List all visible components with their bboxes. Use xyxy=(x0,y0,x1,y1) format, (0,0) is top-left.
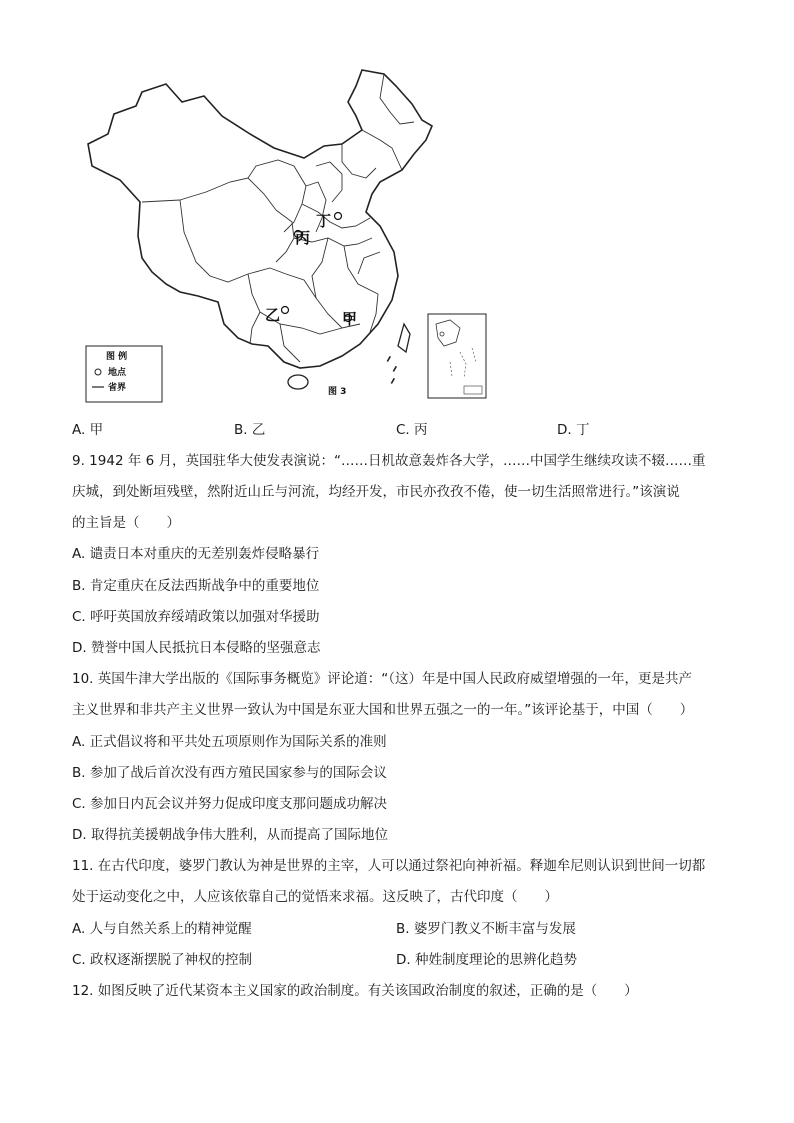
q12-stem-line-1: 12. 如图反映了近代某资本主义国家的政治制度。有关该国政治制度的叙述，正确的是（ ） xyxy=(72,983,638,999)
figure-caption: 图 3 xyxy=(328,387,347,397)
china-map xyxy=(80,62,520,412)
q9-option-b[interactable]: B. 肯定重庆在反法西斯战争中的重要地位 xyxy=(72,578,320,594)
q8-option-c[interactable]: C. 丙 xyxy=(396,422,428,438)
q11-option-c[interactable]: C. 政权逐渐摆脱了神权的控制 xyxy=(72,952,253,968)
china-map-figure xyxy=(80,62,520,412)
q10-option-d[interactable]: D. 取得抗美援朝战争伟大胜利，从而提高了国际地位 xyxy=(72,827,388,843)
legend-title: 图 例 xyxy=(106,352,128,362)
q10-option-a[interactable]: A. 正式倡议将和平共处五项原则作为国际关系的准则 xyxy=(72,734,387,750)
hainan-island xyxy=(288,375,308,389)
q9-stem-line-3: 的主旨是（ ） xyxy=(72,515,180,531)
q10-option-b[interactable]: B. 参加了战后首次没有西方殖民国家参与的国际会议 xyxy=(72,765,387,781)
q10-stem-line-1: 10. 英国牛津大学出版的《国际事务概览》评论道：“（这）年是中国人民政府威望增强的一年，更是共产 xyxy=(72,671,693,687)
q10-stem-line-2: 主义世界和非共产主义世界一致认为中国是东亚大国和世界五强之一的一年。”该评论基于，中国（ ） xyxy=(72,702,694,718)
map-legend xyxy=(86,346,162,402)
south-sea-dashes xyxy=(387,356,397,384)
q9-option-d[interactable]: D. 赞誉中国人民抵抗日本侵略的坚强意志 xyxy=(72,640,321,656)
site-yi-marker xyxy=(282,307,289,314)
q9-option-c[interactable]: C. 呼吁英国放弃绥靖政策以加强对华援助 xyxy=(72,609,320,625)
q9-stem-line-1: 9. 1942 年 6 月，英国驻华大使发表演说：“……日机故意轰炸各大学，……中国学生继续攻读不辍……重 xyxy=(72,453,706,469)
legend-boundary-label: 省界 xyxy=(108,383,127,393)
legend-point-icon xyxy=(95,369,101,375)
china-outline xyxy=(88,70,432,368)
q11-option-b[interactable]: B. 婆罗门教义不断丰富与发展 xyxy=(396,921,576,937)
map-label-jia: 甲 xyxy=(342,310,358,328)
map-label-yi: 乙 xyxy=(265,306,281,324)
site-ding-marker xyxy=(335,213,342,220)
q9-option-a[interactable]: A. 谴责日本对重庆的无差别轰炸侵略暴行 xyxy=(72,546,320,562)
taiwan-island xyxy=(398,324,410,352)
q10-option-c[interactable]: C. 参加日内瓦会议并努力促成印度支那问题成功解决 xyxy=(72,796,388,812)
q8-option-d[interactable]: D. 丁 xyxy=(557,422,590,438)
q11-option-d[interactable]: D. 种姓制度理论的思辨化趋势 xyxy=(396,952,577,968)
q11-stem-line-1: 11. 在古代印度，婆罗门教认为神是世界的主宰，人可以通过祭祀向神祈福。释迦牟尼则认识到世间一切都 xyxy=(72,858,706,874)
map-label-ding: 丁 xyxy=(316,212,332,230)
south-china-sea-inset xyxy=(428,314,486,398)
q11-option-a[interactable]: A. 人与自然关系上的精神觉醒 xyxy=(72,921,252,937)
q11-stem-line-2: 处于运动变化之中，人应该依靠自己的觉悟来求福。这反映了，古代印度（ ） xyxy=(72,889,558,905)
map-label-bing: 丙 xyxy=(295,229,311,247)
q8-option-b[interactable]: B. 乙 xyxy=(234,422,266,438)
q8-option-a[interactable]: A. 甲 xyxy=(72,422,104,438)
legend-point-label: 地点 xyxy=(108,368,127,378)
q9-stem-line-2: 庆城，到处断垣残壁，然附近山丘与河流，均经开发，市民亦孜孜不倦，使一切生活照常进行。”该演说 xyxy=(72,484,680,500)
